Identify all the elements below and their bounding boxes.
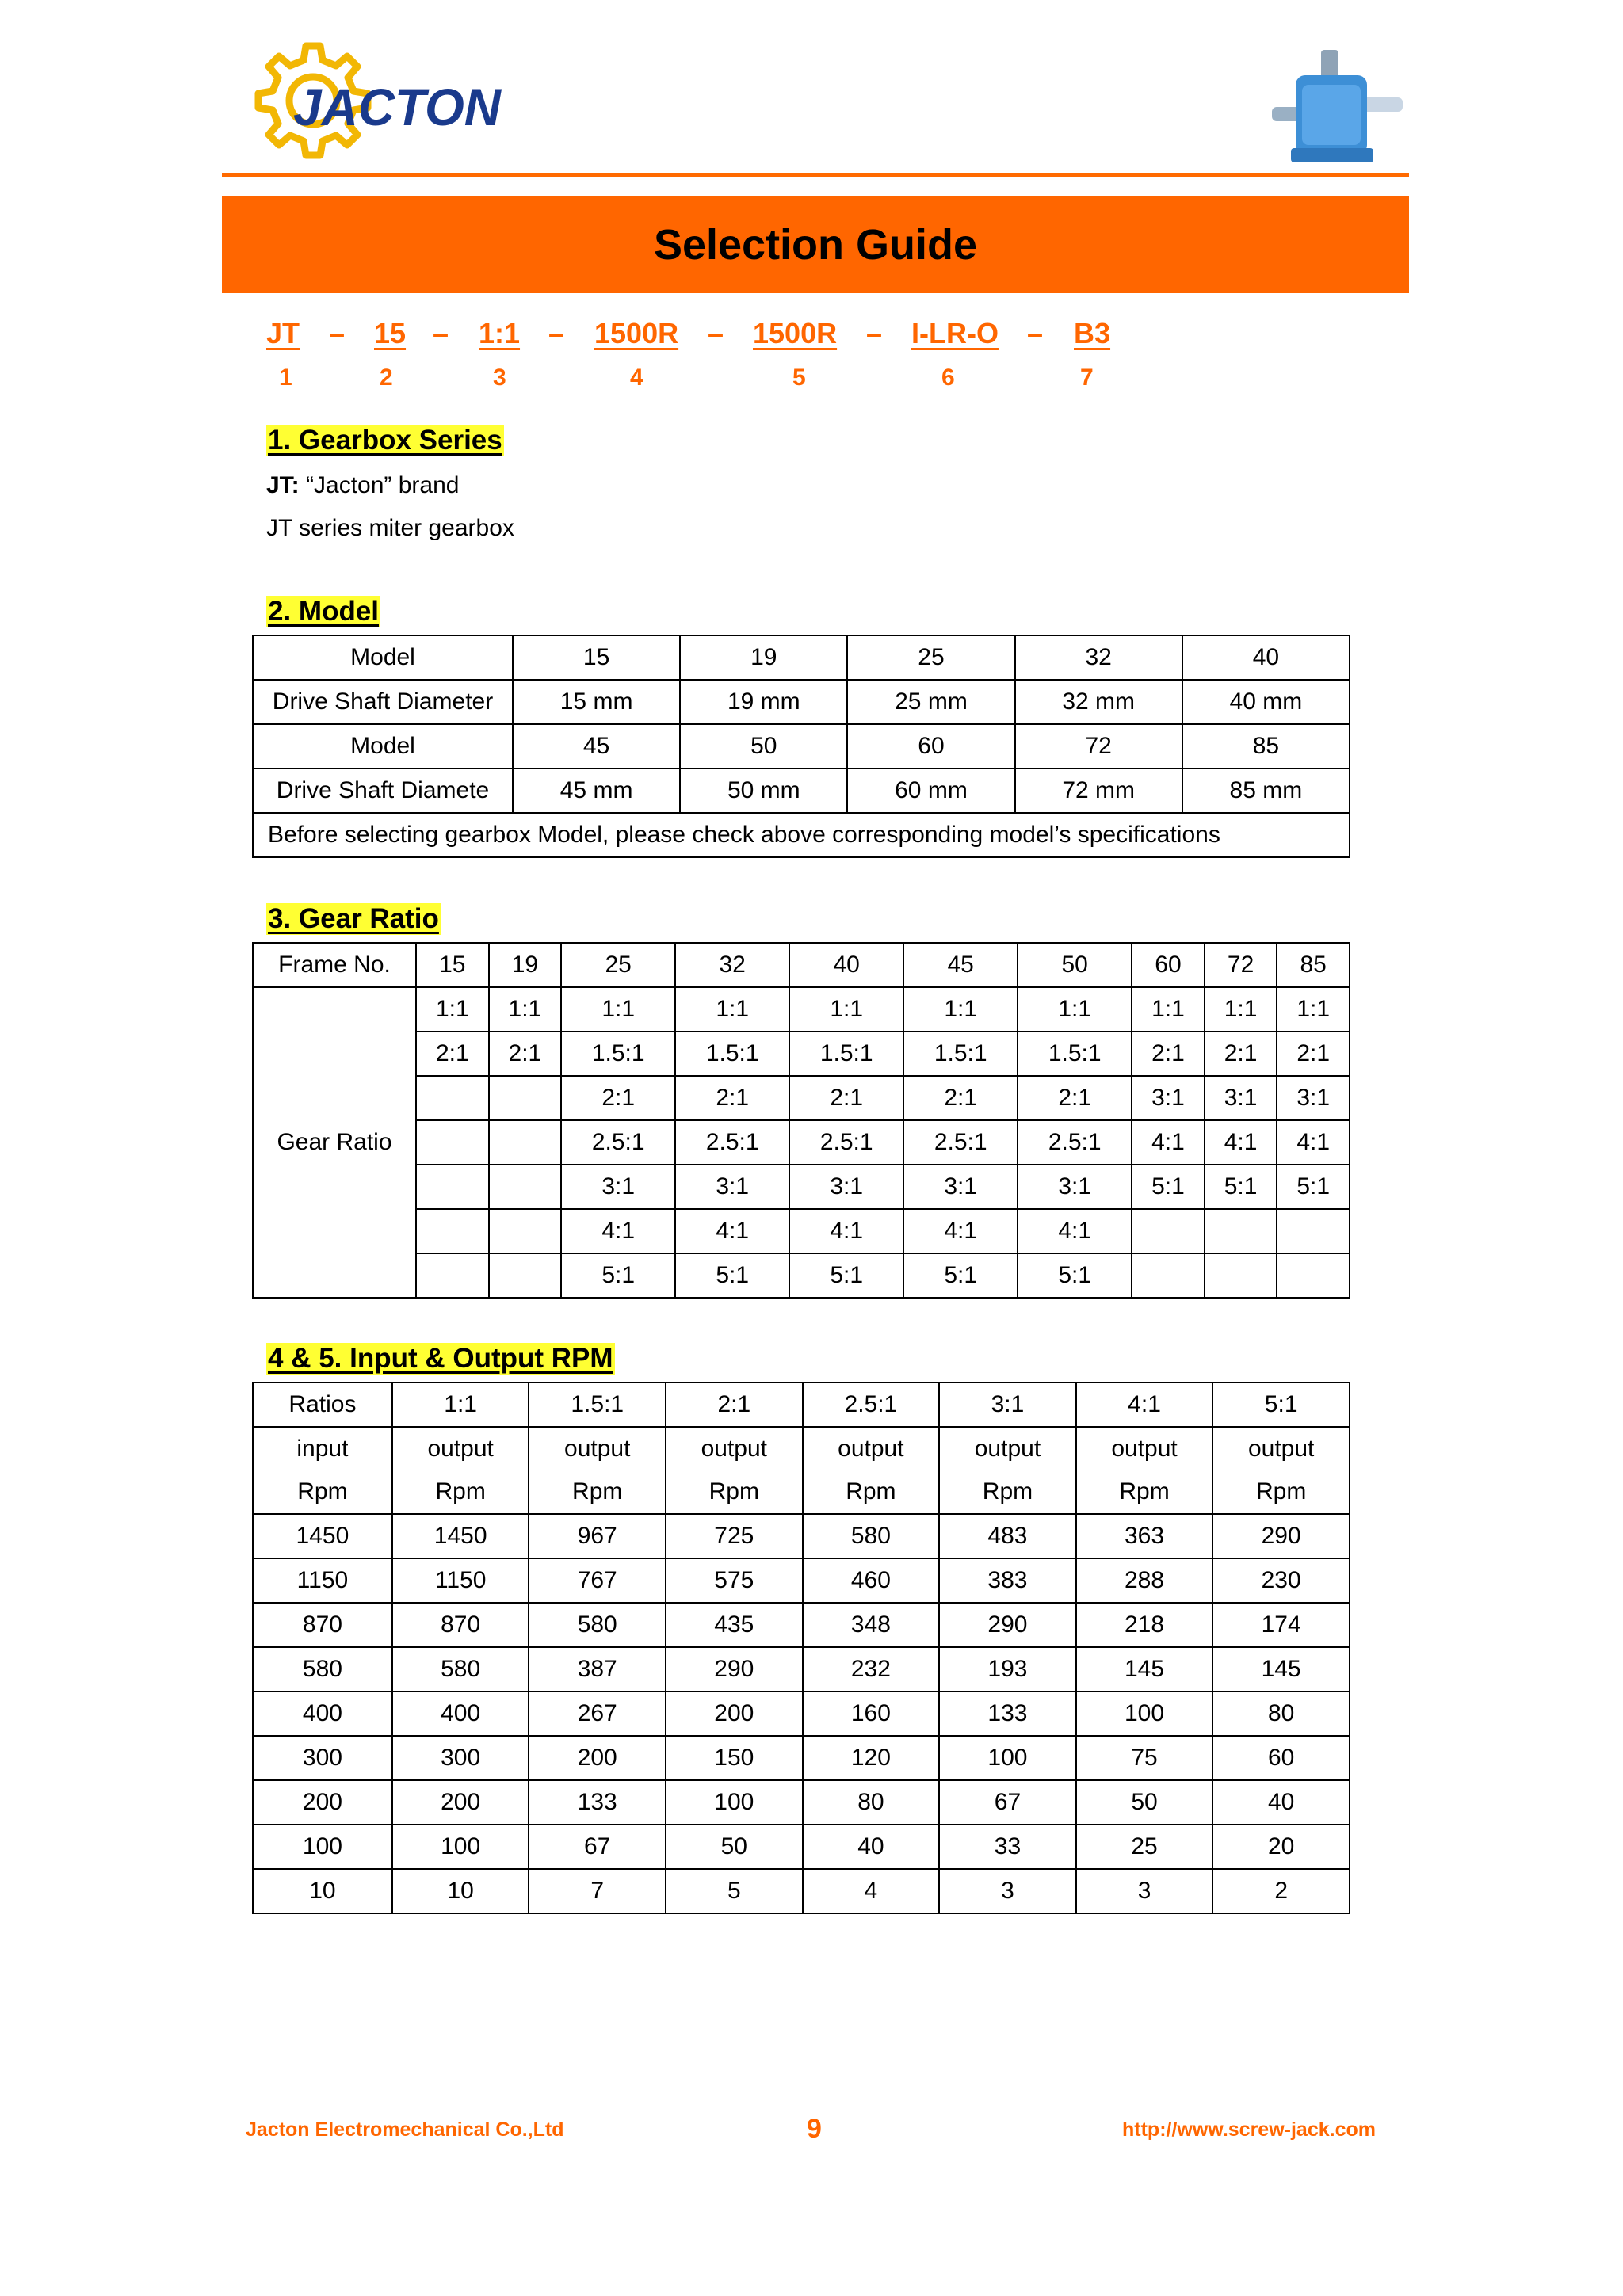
table-cell: 145 [1212, 1647, 1350, 1691]
table-cell: 3:1 [1277, 1076, 1350, 1120]
table-cell [489, 1076, 562, 1120]
table-cell: 3 [939, 1869, 1076, 1913]
table-cell: 174 [1212, 1603, 1350, 1647]
table-cell: 1:1 [1018, 987, 1132, 1032]
table-cell: 1:1 [1205, 987, 1277, 1032]
rpm-label: Rpm [297, 1478, 348, 1505]
table-cell: Drive Shaft Diameter [253, 680, 513, 724]
table-cell: 575 [666, 1558, 803, 1603]
table-cell: 19 [489, 943, 562, 987]
table-cell [1205, 1253, 1277, 1298]
table-cell: 870 [253, 1603, 392, 1647]
table-cell: 3:1 [1018, 1165, 1132, 1209]
output-label: output [427, 1436, 494, 1462]
table-cell: 230 [1212, 1558, 1350, 1603]
table-cell: 5 [666, 1869, 803, 1913]
section-heading-rpm: 4 & 5. Input & Output RPM [268, 1343, 613, 1374]
table-cell: 72 [1015, 724, 1182, 769]
code-number: 2 [380, 364, 393, 391]
output-rpm-header [1076, 1427, 1213, 1514]
table-cell [416, 1120, 489, 1165]
table-cell: 483 [939, 1514, 1076, 1558]
table-cell: Model [253, 724, 513, 769]
table-cell: 40 [1212, 1780, 1350, 1825]
output-rpm-header [803, 1427, 940, 1514]
series-code: JT: [266, 472, 300, 498]
table-cell: 1:1 [489, 987, 562, 1032]
model-note: Before selecting gearbox Model, please check above corresponding model’s specifications [253, 813, 1350, 857]
table-cell: 1:1 [416, 987, 489, 1032]
page-title: Selection Guide [653, 221, 978, 269]
table-cell: 2:1 [416, 1032, 489, 1076]
table-cell: 400 [253, 1691, 392, 1736]
table-row [253, 1825, 1350, 1869]
code-dash: – [1027, 317, 1044, 349]
table-cell: 1:1 [789, 987, 903, 1032]
table-cell [489, 1253, 562, 1298]
table-cell: 50 [1076, 1780, 1213, 1825]
code-mounting: B3 [1074, 317, 1111, 349]
table-cell: 133 [529, 1780, 666, 1825]
table-cell: 580 [392, 1647, 529, 1691]
table-cell: 290 [666, 1647, 803, 1691]
table-cell: 160 [803, 1691, 940, 1736]
table-cell: 4:1 [1132, 1120, 1205, 1165]
table-row [253, 1165, 1350, 1209]
table-cell: 193 [939, 1647, 1076, 1691]
table-cell: 75 [1076, 1736, 1213, 1780]
rpm-label: Rpm [572, 1478, 623, 1505]
table-cell: 4:1 [1076, 1383, 1213, 1427]
table-cell: 200 [529, 1736, 666, 1780]
table-cell: 387 [529, 1647, 666, 1691]
table-row [253, 1253, 1350, 1298]
table-cell: 200 [666, 1691, 803, 1736]
table-cell [1277, 1209, 1350, 1253]
table-cell: 60 [1132, 943, 1205, 987]
table-row [253, 943, 1350, 987]
table-cell: 10 [392, 1869, 529, 1913]
table-cell: 100 [253, 1825, 392, 1869]
table-cell: 2.5:1 [561, 1120, 675, 1165]
code-ratio: 1:1 [479, 317, 521, 349]
table-row [253, 1427, 1350, 1514]
table-cell: 25 [1076, 1825, 1213, 1869]
table-cell: 218 [1076, 1603, 1213, 1647]
table-cell: 50 [680, 724, 847, 769]
table-cell: 870 [392, 1603, 529, 1647]
table-cell [1132, 1253, 1205, 1298]
table-cell: 150 [666, 1736, 803, 1780]
table-cell: 32 [675, 943, 789, 987]
table-cell: 120 [803, 1736, 940, 1780]
output-rpm-header [392, 1427, 529, 1514]
table-cell: 133 [939, 1691, 1076, 1736]
table-cell [416, 1209, 489, 1253]
table-cell: 288 [1076, 1558, 1213, 1603]
table-cell: 19 mm [680, 680, 847, 724]
rpm-label: Rpm [846, 1478, 896, 1505]
section-heading-model: 2. Model [268, 596, 380, 627]
table-cell: 15 mm [513, 680, 680, 724]
output-rpm-header [1212, 1427, 1350, 1514]
table-cell: 300 [392, 1736, 529, 1780]
table-row [253, 1869, 1350, 1913]
table-cell: 10 [253, 1869, 392, 1913]
table-cell: 435 [666, 1603, 803, 1647]
table-cell: 25 [847, 635, 1014, 680]
table-cell: 100 [939, 1736, 1076, 1780]
table-row [253, 769, 1350, 813]
table-cell: 40 [789, 943, 903, 987]
table-row [253, 635, 1350, 680]
rpm-label: Rpm [435, 1478, 486, 1505]
code-dash: – [433, 317, 449, 349]
table-row [253, 987, 1350, 1032]
table-cell: 267 [529, 1691, 666, 1736]
table-cell: 33 [939, 1825, 1076, 1869]
section-heading-gear-ratio: 3. Gear Ratio [268, 903, 439, 934]
table-cell [416, 1253, 489, 1298]
series-brand: “Jacton” brand [299, 472, 460, 498]
table-cell: 1150 [392, 1558, 529, 1603]
table-cell: 1:1 [392, 1383, 529, 1427]
page-number: 9 [807, 2114, 822, 2144]
ratios-label: Ratios [253, 1383, 392, 1427]
table-cell: 2.5:1 [803, 1383, 940, 1427]
code-input-rpm: 1500R [594, 317, 679, 349]
table-cell: 45 mm [513, 769, 680, 813]
table-cell: 200 [392, 1780, 529, 1825]
output-label: output [974, 1436, 1041, 1462]
table-cell: 25 mm [847, 680, 1014, 724]
table-cell: 1450 [253, 1514, 392, 1558]
table-cell: 85 [1277, 943, 1350, 987]
table-cell: 3:1 [675, 1165, 789, 1209]
table-cell: 19 [680, 635, 847, 680]
table-row [253, 1076, 1350, 1120]
output-label: output [838, 1436, 904, 1462]
table-cell: 580 [803, 1514, 940, 1558]
table-row [253, 1780, 1350, 1825]
table-cell [489, 1209, 562, 1253]
table-row [253, 813, 1350, 857]
code-dash: – [548, 317, 565, 349]
table-cell: 1:1 [675, 987, 789, 1032]
table-cell: 2.5:1 [903, 1120, 1018, 1165]
table-cell: 80 [1212, 1691, 1350, 1736]
series-brand-line [266, 472, 459, 499]
jacton-logo [244, 40, 506, 166]
table-cell: 60 [1212, 1736, 1350, 1780]
table-cell: 5:1 [903, 1253, 1018, 1298]
table-row [253, 680, 1350, 724]
code-dash: – [329, 317, 346, 349]
table-cell: 15 [513, 635, 680, 680]
code-configuration: I-LR-O [911, 317, 999, 349]
table-cell: 32 mm [1015, 680, 1182, 724]
table-cell: 580 [253, 1647, 392, 1691]
table-cell: 967 [529, 1514, 666, 1558]
table-cell: 85 mm [1182, 769, 1350, 813]
gear-ratio-table [252, 942, 1350, 1299]
rpm-label: Rpm [1255, 1478, 1307, 1505]
table-cell: 100 [1076, 1691, 1213, 1736]
table-row [253, 1603, 1350, 1647]
table-cell: 5:1 [1132, 1165, 1205, 1209]
table-cell: 5:1 [1018, 1253, 1132, 1298]
table-cell: 1.5:1 [529, 1383, 666, 1427]
code-number: 3 [493, 364, 506, 391]
output-label: output [1111, 1436, 1178, 1462]
table-cell: 4:1 [903, 1209, 1018, 1253]
table-cell: 20 [1212, 1825, 1350, 1869]
table-row [253, 724, 1350, 769]
table-row [253, 1736, 1350, 1780]
section-heading-gearbox-series: 1. Gearbox Series [268, 425, 502, 456]
table-cell: 725 [666, 1514, 803, 1558]
table-cell: 3:1 [1132, 1076, 1205, 1120]
table-cell: 2:1 [675, 1076, 789, 1120]
table-cell: 460 [803, 1558, 940, 1603]
table-cell: 50 [1018, 943, 1132, 987]
table-cell: 1.5:1 [561, 1032, 675, 1076]
table-row [253, 1383, 1350, 1427]
table-cell: 2.5:1 [675, 1120, 789, 1165]
table-cell: 348 [803, 1603, 940, 1647]
table-cell: 2:1 [489, 1032, 562, 1076]
table-cell: 7 [529, 1869, 666, 1913]
table-cell: 3 [1076, 1869, 1213, 1913]
table-cell: 290 [1212, 1514, 1350, 1558]
table-cell: 85 [1182, 724, 1350, 769]
table-cell: 3:1 [561, 1165, 675, 1209]
table-row [253, 1209, 1350, 1253]
table-cell: 300 [253, 1736, 392, 1780]
table-cell: 2 [1212, 1869, 1350, 1913]
table-cell: 60 mm [847, 769, 1014, 813]
table-cell: 1:1 [903, 987, 1018, 1032]
frame-label: Frame No. [253, 943, 416, 987]
table-cell [1132, 1209, 1205, 1253]
table-cell: 4:1 [789, 1209, 903, 1253]
table-cell: 2.5:1 [789, 1120, 903, 1165]
table-cell: 25 [561, 943, 675, 987]
table-cell: 383 [939, 1558, 1076, 1603]
output-label: output [564, 1436, 631, 1462]
table-cell [416, 1165, 489, 1209]
table-cell: 1150 [253, 1558, 392, 1603]
table-cell: 145 [1076, 1647, 1213, 1691]
table-row [253, 1558, 1350, 1603]
table-cell: 5:1 [789, 1253, 903, 1298]
footer-company: Jacton Electromechanical Co.,Ltd [246, 2119, 564, 2141]
output-label: output [1247, 1436, 1315, 1462]
table-cell: 3:1 [1205, 1076, 1277, 1120]
table-cell: 1:1 [1132, 987, 1205, 1032]
table-cell: 72 mm [1015, 769, 1182, 813]
code-number: 1 [279, 364, 292, 391]
table-cell: 100 [392, 1825, 529, 1869]
code-output-rpm: 1500R [753, 317, 838, 349]
output-rpm-header [939, 1427, 1076, 1514]
table-cell: 4:1 [1205, 1120, 1277, 1165]
table-cell: 1450 [392, 1514, 529, 1558]
table-cell: 45 [513, 724, 680, 769]
table-cell: 200 [253, 1780, 392, 1825]
rpm-label: Rpm [708, 1478, 759, 1505]
table-cell: 580 [529, 1603, 666, 1647]
table-cell: 5:1 [1212, 1383, 1350, 1427]
table-cell: 60 [847, 724, 1014, 769]
table-cell: 1:1 [1277, 987, 1350, 1032]
table-row [253, 1691, 1350, 1736]
series-description: JT series miter gearbox [266, 515, 514, 541]
table-cell [489, 1120, 562, 1165]
table-cell: 72 [1205, 943, 1277, 987]
output-label: output [701, 1436, 768, 1462]
table-cell: 50 [666, 1825, 803, 1869]
table-cell: 67 [529, 1825, 666, 1869]
code-number: 7 [1080, 364, 1094, 391]
table-cell: Model [253, 635, 513, 680]
gearbox-image [1256, 44, 1411, 170]
rpm-label: Rpm [982, 1478, 1033, 1505]
table-cell: Drive Shaft Diamete [253, 769, 513, 813]
code-series: JT [266, 317, 300, 349]
table-cell: 2:1 [789, 1076, 903, 1120]
gear-ratio-label: Gear Ratio [253, 987, 416, 1298]
table-cell: 1.5:1 [1018, 1032, 1132, 1076]
model-table [252, 635, 1350, 858]
footer-url[interactable]: http://www.screw-jack.com [1122, 2119, 1376, 2141]
table-cell: 400 [392, 1691, 529, 1736]
table-row [253, 1647, 1350, 1691]
table-row [253, 1514, 1350, 1558]
table-row [253, 1120, 1350, 1165]
table-cell: 40 [1182, 635, 1350, 680]
table-cell: 232 [803, 1647, 940, 1691]
table-cell: 5:1 [675, 1253, 789, 1298]
table-cell: 1.5:1 [675, 1032, 789, 1076]
table-cell: 40 [803, 1825, 940, 1869]
table-cell: 3:1 [903, 1165, 1018, 1209]
table-cell: 1.5:1 [903, 1032, 1018, 1076]
table-cell: 5:1 [1205, 1165, 1277, 1209]
table-cell: 290 [939, 1603, 1076, 1647]
input-rpm-header [253, 1427, 392, 1514]
logo-text: JACTON [293, 78, 502, 136]
table-cell: 3:1 [789, 1165, 903, 1209]
rpm-table [252, 1382, 1350, 1914]
table-cell: 50 mm [680, 769, 847, 813]
title-banner [222, 196, 1409, 293]
code-dash: – [708, 317, 724, 349]
code-number: 6 [941, 364, 955, 391]
table-cell [1205, 1209, 1277, 1253]
table-cell: 1:1 [561, 987, 675, 1032]
table-cell: 363 [1076, 1514, 1213, 1558]
table-cell: 2:1 [903, 1076, 1018, 1120]
table-cell: 2:1 [561, 1076, 675, 1120]
code-number: 4 [630, 364, 643, 391]
table-row [253, 1032, 1350, 1076]
code-model: 15 [374, 317, 407, 349]
code-dash: – [866, 317, 883, 349]
output-rpm-header [529, 1427, 666, 1514]
table-cell: 100 [666, 1780, 803, 1825]
rpm-label: Rpm [1119, 1478, 1170, 1505]
output-rpm-header [666, 1427, 803, 1514]
table-cell [416, 1076, 489, 1120]
code-number: 5 [792, 364, 806, 391]
table-cell: 1.5:1 [789, 1032, 903, 1076]
table-cell: 2:1 [1132, 1032, 1205, 1076]
table-cell: 3:1 [939, 1383, 1076, 1427]
table-cell [1277, 1253, 1350, 1298]
table-cell: 2.5:1 [1018, 1120, 1132, 1165]
table-cell: 2:1 [666, 1383, 803, 1427]
table-cell: 767 [529, 1558, 666, 1603]
table-cell: 2:1 [1018, 1076, 1132, 1120]
table-cell: 4:1 [1018, 1209, 1132, 1253]
table-cell: 80 [803, 1780, 940, 1825]
table-cell: 5:1 [561, 1253, 675, 1298]
table-cell: 5:1 [1277, 1165, 1350, 1209]
table-cell: 4:1 [1277, 1120, 1350, 1165]
input-label: input [296, 1436, 349, 1462]
table-cell: 4:1 [561, 1209, 675, 1253]
table-cell [489, 1165, 562, 1209]
table-cell: 32 [1015, 635, 1182, 680]
table-cell: 67 [939, 1780, 1076, 1825]
table-cell: 15 [416, 943, 489, 987]
table-cell: 4 [803, 1869, 940, 1913]
table-cell: 4:1 [675, 1209, 789, 1253]
header-rule [222, 173, 1409, 177]
table-cell: 2:1 [1205, 1032, 1277, 1076]
table-cell: 40 mm [1182, 680, 1350, 724]
table-cell: 45 [903, 943, 1018, 987]
table-cell: 2:1 [1277, 1032, 1350, 1076]
